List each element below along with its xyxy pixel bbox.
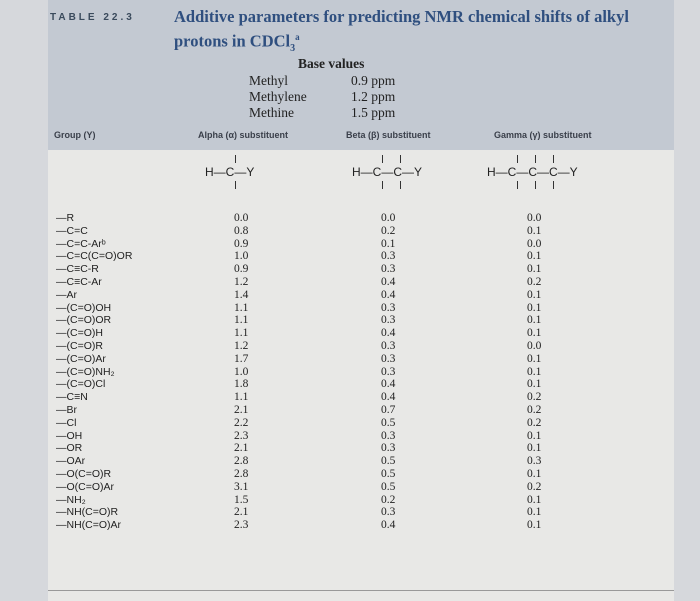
gamma-value-cell: 0.1 — [527, 493, 542, 506]
beta-structure-formula: H—C—C—Y — [352, 165, 423, 179]
gamma-value-cell: 0.0 — [527, 237, 542, 250]
alpha-value-cell: 1.1 — [234, 391, 249, 404]
alpha-value-cell: 1.8 — [234, 378, 249, 391]
alpha-value-cell: 1.4 — [234, 288, 249, 301]
group-cell: —C=C — [56, 224, 88, 237]
group-cell: —C≡C-Ar — [56, 275, 102, 288]
beta-value-cell: 0.1 — [381, 237, 396, 250]
bond-line — [235, 181, 236, 189]
bond-line — [382, 181, 383, 189]
group-cell: —(C=O)Cl — [56, 378, 106, 391]
alpha-value-cell: 1.7 — [234, 352, 249, 365]
group-cell: —Ar — [56, 288, 77, 301]
gamma-value-cell: 0.0 — [527, 212, 542, 224]
gamma-value-cell: 0.1 — [527, 519, 542, 532]
bond-line — [400, 181, 401, 189]
column-header-beta: Beta (β) substituent — [346, 130, 431, 140]
base-methylene-name: Methylene — [249, 89, 307, 104]
gamma-value-cell: 0.1 — [527, 327, 542, 340]
alpha-value-cell: 1.0 — [234, 365, 249, 378]
beta-value-cell: 0.7 — [381, 403, 396, 416]
gamma-value-cell: 0.1 — [527, 365, 542, 378]
alpha-value-cell: 2.1 — [234, 442, 249, 455]
group-cell: —OAr — [56, 455, 86, 468]
group-cell: —(C=O)OH — [56, 301, 112, 314]
gamma-value-cell: 0.1 — [527, 352, 542, 365]
gamma-value-cell: 0.1 — [527, 467, 542, 480]
title-line-2: protons in CDCl — [174, 31, 291, 51]
alpha-value-cell: 0.9 — [234, 263, 249, 276]
alpha-column — [234, 212, 248, 532]
alpha-value-cell: 2.1 — [234, 506, 249, 519]
base-values-title: Base values — [298, 56, 365, 71]
title-superscript: a — [295, 32, 300, 42]
gamma-value-cell: 0.1 — [527, 250, 542, 263]
group-cell: —NH(C=O)R — [56, 506, 119, 519]
group-cell: —R — [56, 212, 75, 224]
gamma-value-cell: 0.2 — [527, 403, 542, 416]
bond-line — [535, 155, 536, 163]
beta-value-cell: 0.4 — [381, 519, 396, 532]
beta-value-cell: 0.5 — [381, 467, 396, 480]
group-cell: —(C=O)R — [56, 339, 103, 352]
beta-value-cell: 0.4 — [381, 391, 396, 404]
column-header-gamma: Gamma (γ) substituent — [494, 130, 592, 140]
group-cell: —Br — [56, 403, 77, 416]
table-number-label: TABLE 22.3 — [50, 12, 135, 23]
alpha-value-cell: 1.5 — [234, 493, 249, 506]
group-cell: —NH(C=O)Ar — [56, 519, 122, 532]
beta-value-cell: 0.3 — [381, 263, 396, 276]
group-cell: —Cl — [56, 416, 77, 429]
group-cell: —(C=O)H — [56, 327, 103, 340]
alpha-value-cell: 0.0 — [234, 212, 249, 224]
gamma-value-cell: 0.1 — [527, 378, 542, 391]
group-cell: —O(C=O)Ar — [56, 480, 115, 493]
base-methyl-name: Methyl — [249, 73, 288, 88]
base-methylene-value: 1.2 ppm — [351, 89, 396, 104]
group-cell: —C≡N — [56, 391, 88, 404]
beta-value-cell: 0.2 — [381, 493, 396, 506]
base-methyl-value: 0.9 ppm — [351, 73, 396, 88]
alpha-value-cell: 2.8 — [234, 455, 249, 468]
alpha-value-cell: 0.9 — [234, 237, 249, 250]
gamma-value-cell: 0.1 — [527, 301, 542, 314]
beta-value-cell: 0.3 — [381, 250, 396, 263]
gamma-value-cell: 0.1 — [527, 442, 542, 455]
bond-line — [517, 155, 518, 163]
gamma-structure-formula: H—C—C—C—Y — [487, 165, 578, 179]
gamma-value-cell: 0.1 — [527, 429, 542, 442]
beta-value-cell: 0.4 — [381, 288, 396, 301]
group-cell: —NH₂ — [56, 493, 86, 506]
title-line-1: Additive parameters for predicting NMR chemical shifts of alkyl — [174, 7, 629, 26]
gamma-value-cell: 0.2 — [527, 391, 542, 404]
group-column — [56, 212, 132, 532]
alpha-value-cell: 2.3 — [234, 429, 249, 442]
alpha-value-cell: 1.0 — [234, 250, 249, 263]
group-cell: —O(C=O)R — [56, 467, 112, 480]
bond-line — [382, 155, 383, 163]
alpha-value-cell: 2.1 — [234, 403, 249, 416]
gamma-value-cell: 0.0 — [527, 339, 542, 352]
group-cell: —C≡C-R — [56, 263, 99, 276]
alpha-value-cell: 1.1 — [234, 301, 249, 314]
beta-value-cell: 0.5 — [381, 416, 396, 429]
alpha-value-cell: 1.2 — [234, 275, 249, 288]
beta-value-cell: 0.4 — [381, 378, 396, 391]
bond-line — [235, 155, 236, 163]
column-header-group: Group (Y) — [54, 130, 96, 140]
gamma-value-cell: 0.2 — [527, 275, 542, 288]
alpha-value-cell: 1.1 — [234, 314, 249, 327]
bond-line — [400, 155, 401, 163]
bond-line — [553, 181, 554, 189]
group-cell: —OR — [56, 442, 83, 455]
alpha-structure-formula: H—C—Y — [205, 165, 255, 179]
gamma-value-cell: 0.1 — [527, 224, 542, 237]
beta-value-cell: 0.2 — [381, 224, 396, 237]
beta-value-cell: 0.5 — [381, 455, 396, 468]
bond-line — [535, 181, 536, 189]
gamma-value-cell: 0.1 — [527, 288, 542, 301]
beta-value-cell: 0.3 — [381, 506, 396, 519]
beta-structure — [352, 165, 422, 179]
alpha-value-cell: 3.1 — [234, 480, 249, 493]
table-title — [174, 6, 644, 59]
table-bottom-rule — [48, 590, 674, 591]
base-methine-name: Methine — [249, 105, 294, 120]
beta-value-cell: 0.0 — [381, 212, 396, 224]
beta-value-cell: 0.4 — [381, 327, 396, 340]
beta-value-cell: 0.5 — [381, 480, 396, 493]
table-body-panel — [48, 150, 674, 601]
gamma-column — [527, 212, 541, 532]
beta-value-cell: 0.3 — [381, 339, 396, 352]
alpha-value-cell: 1.1 — [234, 327, 249, 340]
beta-value-cell: 0.3 — [381, 365, 396, 378]
base-methine-value: 1.5 ppm — [351, 105, 396, 120]
beta-value-cell: 0.4 — [381, 275, 396, 288]
bond-line — [553, 155, 554, 163]
title-subscript: 3 — [290, 42, 296, 54]
alpha-value-cell: 2.3 — [234, 519, 249, 532]
group-cell: —C=C-Arᵇ — [56, 237, 106, 250]
group-cell: —(C=O)OR — [56, 314, 112, 327]
alpha-value-cell: 2.8 — [234, 467, 249, 480]
gamma-value-cell: 0.2 — [527, 480, 542, 493]
group-cell: —OH — [56, 429, 83, 442]
alpha-value-cell: 1.2 — [234, 339, 249, 352]
column-header-alpha: Alpha (α) substituent — [198, 130, 289, 140]
alpha-structure — [205, 165, 254, 179]
gamma-value-cell: 0.1 — [527, 506, 542, 519]
gamma-value-cell: 0.3 — [527, 455, 542, 468]
beta-value-cell: 0.3 — [381, 314, 396, 327]
beta-column — [381, 212, 395, 532]
beta-value-cell: 0.3 — [381, 442, 396, 455]
bond-line — [517, 181, 518, 189]
group-cell: —(C=O)NH₂ — [56, 365, 115, 378]
gamma-value-cell: 0.1 — [527, 314, 542, 327]
beta-value-cell: 0.3 — [381, 352, 396, 365]
gamma-value-cell: 0.2 — [527, 416, 542, 429]
gamma-value-cell: 0.1 — [527, 263, 542, 276]
alpha-value-cell: 0.8 — [234, 224, 249, 237]
alpha-value-cell: 2.2 — [234, 416, 249, 429]
beta-value-cell: 0.3 — [381, 301, 396, 314]
group-cell: —(C=O)Ar — [56, 352, 106, 365]
group-cell: —C=C(C=O)OR — [56, 250, 133, 263]
beta-value-cell: 0.3 — [381, 429, 396, 442]
gamma-structure — [487, 165, 578, 179]
